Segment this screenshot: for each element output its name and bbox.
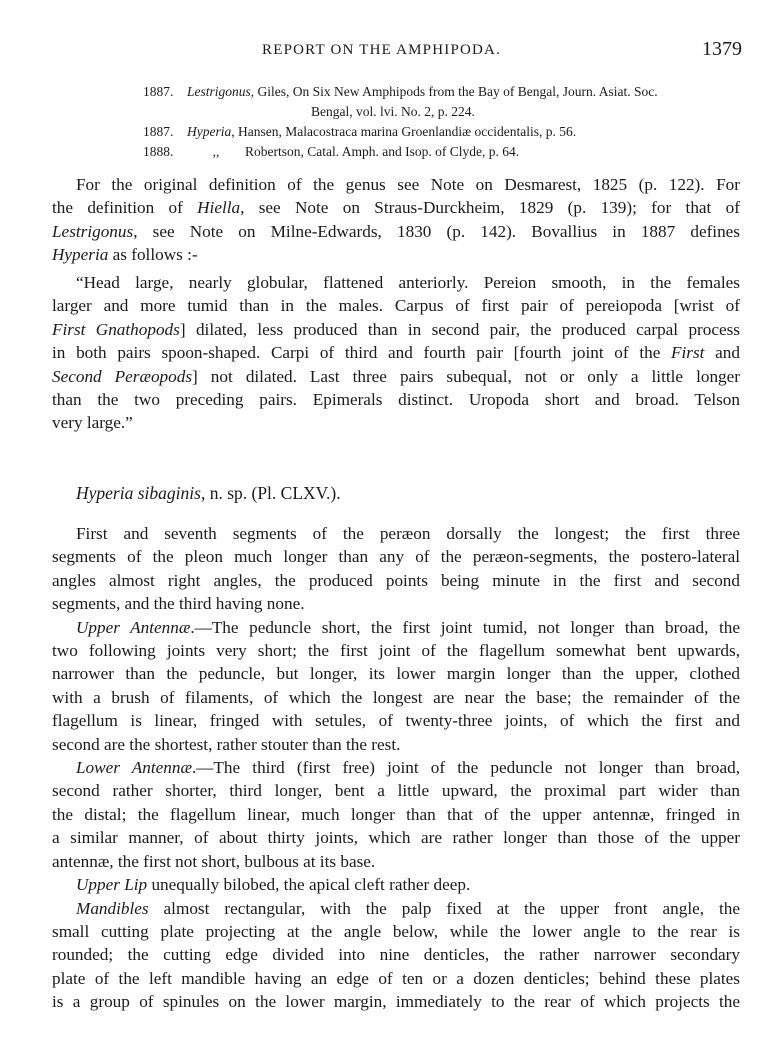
- text-line: antennæ, the first not short, bulbous at its base.: [52, 851, 376, 871]
- species-heading-rest: , n. sp. (Pl. CLXV.).: [200, 483, 341, 503]
- text-line: Lestrigonus, see Note on Milne-Edwards, 1830 (p. 142). Bovallius in 1887 defines: [52, 221, 740, 241]
- text-line: in both pairs spoon-shaped. Carpi of third and fourth pair [fourth joint of the First and: [52, 343, 740, 363]
- text-line: plate of the left mandible having an edge of ten or a dozen denticles; behind these plates: [52, 968, 740, 988]
- text-line: with a brush of filaments, of which the longest are near the base; the remainder of the: [52, 687, 740, 707]
- reference-year: 1887.: [143, 84, 174, 99]
- quotation-paragraph: [52, 271, 740, 435]
- text-line: angles almost right angles, the produced points being minute in the first and second: [52, 570, 740, 590]
- description-body: [52, 522, 740, 1014]
- page-number: 1379: [702, 38, 742, 60]
- species-name: Hyperia sibaginis: [76, 483, 201, 503]
- ditto-mark: ,,: [212, 144, 220, 159]
- reference-text: , Hansen, Malacostraca marina Groenlandiæ occidentalis, p. 56.: [231, 124, 577, 139]
- text-line: second rather shorter, third longer, bent a little upward, the proximal part wider than: [52, 781, 740, 801]
- running-title: REPORT ON THE AMPHIPODA.: [262, 42, 502, 58]
- text-line: Hyperia as follows :-: [52, 245, 198, 265]
- species-heading: [76, 483, 341, 504]
- reference-text: , Giles, On Six New Amphipods from the Bay of Bengal, Journ. Asiat. Soc.: [250, 84, 658, 99]
- text-line: the definition of Hiella, see Note on Straus-Durckheim, 1829 (p. 139); for that of: [52, 198, 740, 218]
- text-line: First and seventh segments of the peræon dorsally the longest; the first three: [76, 524, 740, 543]
- reference-year: 1887.: [143, 124, 174, 139]
- text-line: First Gnathopods] dilated, less produced than in second pair, the produced carpal process: [52, 319, 740, 339]
- text-line: “Head large, nearly globular, flattened anteriorly. Pereion smooth, in the females: [76, 273, 740, 292]
- synonymy-references: [143, 82, 753, 162]
- text-line: For the original definition of the genus see Note on Desmarest, 1825 (p. 122). For: [76, 175, 740, 194]
- text-line: flagellum is linear, fringed with setules, of twenty-three joints, of which the first and: [52, 711, 740, 731]
- reference-entry: [143, 142, 753, 162]
- text-line: segments, and the third having none.: [52, 594, 305, 614]
- reference-entry: [143, 82, 753, 102]
- upper-lip-label: Upper Lip: [76, 875, 148, 895]
- text-line: small cutting plate projecting at the angle below, while the lower angle to the rear is: [52, 921, 740, 941]
- running-head: [0, 38, 776, 62]
- text-line: segments of the pleon much longer than any of the peræon-segments, the postero-lateral: [52, 547, 740, 567]
- text-line: very large.”: [52, 413, 133, 433]
- lower-antennae-label: Lower Antennæ: [76, 758, 192, 778]
- text-line: two following joints very short; the first joint of the flagellum somewhat bent upwards,: [52, 641, 740, 661]
- reference-genus: Hyperia: [187, 124, 232, 139]
- text-line: the distal; the flagellum linear, much longer than that of the upper antennæ, fringed in: [52, 804, 740, 824]
- text-line: Mandibles almost rectangular, with the palp fixed at the upper front angle, the: [76, 898, 740, 918]
- reference-year: 1888.: [143, 144, 174, 159]
- text-line: Lower Antennæ.—The third (first free) joint of the peduncle not longer than broad,: [76, 758, 740, 778]
- intro-paragraph: [52, 173, 740, 267]
- upper-antennae-label: Upper Antennæ: [76, 617, 191, 637]
- text-line: second are the shortest, rather stouter than the rest.: [52, 734, 401, 754]
- reference-genus: Lestrigonus: [187, 84, 251, 99]
- reference-continuation: Bengal, vol. lvi. No. 2, p. 224.: [311, 104, 475, 119]
- text-line: is a group of spinules on the lower margin, immediately to the rear of which projects the: [52, 992, 740, 1012]
- text-line: Second Peræopods] not dilated. Last three pairs subequal, not or only a little longer: [52, 366, 740, 386]
- mandibles-label: Mandibles: [76, 898, 149, 918]
- reference-entry: [143, 122, 753, 142]
- text-line: rounded; the cutting edge divided into nine denticles, the rather narrower secondary: [52, 945, 740, 965]
- text-line: than the two preceding pairs. Epimerals distinct. Uropoda short and broad. Telson: [52, 390, 740, 410]
- reference-text: Robertson, Catal. Amph. and Isop. of Clyde, p. 64.: [245, 144, 520, 159]
- text-line: Upper Antennæ.—The peduncle short, the first joint tumid, not longer than broad, the: [76, 617, 740, 637]
- text-line: narrower than the peduncle, but longer, its lower margin longer than the upper, clothed: [52, 664, 740, 684]
- text-line: larger and more tumid than in the males. Carpus of first pair of pereiopoda [wrist of: [52, 296, 740, 316]
- text-line: a similar manner, of about thirty joints, which are rather longer than those of the upper: [52, 828, 740, 848]
- text-line: Upper Lip unequally bilobed, the apical cleft rather deep.: [76, 875, 471, 895]
